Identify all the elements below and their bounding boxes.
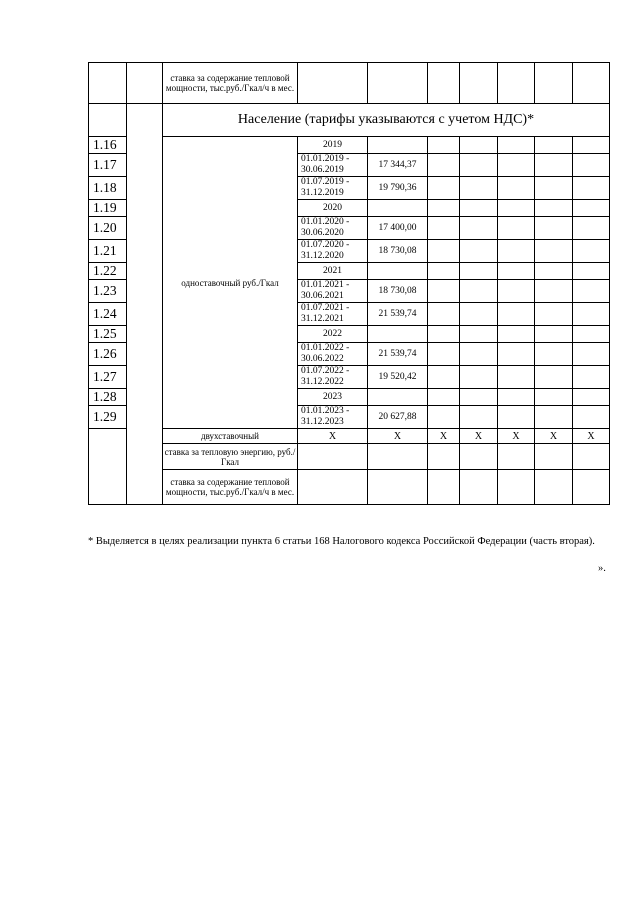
x-mark: Х [368, 429, 428, 444]
tariff-type-label: одноставочный руб./Гкал [163, 137, 298, 429]
year-label: 2020 [298, 200, 368, 217]
row-number: 1.19 [89, 200, 127, 217]
year-label: 2023 [298, 389, 368, 406]
row-number: 1.22 [89, 263, 127, 280]
table-row [89, 470, 610, 505]
row-number: 1.17 [89, 154, 127, 177]
row-number: 1.20 [89, 217, 127, 240]
section-header: Население (тарифы указываются с учетом НДС)* [163, 104, 610, 137]
year-label: 2021 [298, 263, 368, 280]
year-label: 2022 [298, 326, 368, 343]
row-number: 1.26 [89, 343, 127, 366]
tariff-value [368, 263, 428, 280]
row-number: 1.23 [89, 280, 127, 303]
tariff-value [368, 137, 428, 154]
x-mark: Х [298, 429, 368, 444]
table-row [89, 429, 610, 444]
tariff-value: 21 539,74 [368, 303, 428, 326]
energy-rate-label: ставка за тепловую энергию, руб./Гкал [163, 444, 298, 470]
year-label: 2019 [298, 137, 368, 154]
row-number: 1.24 [89, 303, 127, 326]
tariff-value [368, 200, 428, 217]
tariff-table [88, 62, 610, 505]
x-mark: Х [428, 429, 460, 444]
period-label: 01.07.2020 - 31.12.2020 [298, 240, 368, 263]
x-mark: Х [460, 429, 498, 444]
period-label: 01.01.2023 - 31.12.2023 [298, 406, 368, 429]
table-row [89, 444, 610, 470]
period-label: 01.01.2021 - 30.06.2021 [298, 280, 368, 303]
period-label: 01.07.2021 - 31.12.2021 [298, 303, 368, 326]
period-label: 01.01.2020 - 30.06.2020 [298, 217, 368, 240]
footnote: * Выделяется в целях реализации пункта 6 статьи 168 Налогового кодекса Российской Федерации (часть вторая). [88, 536, 595, 547]
tariff-value: 19 520,42 [368, 366, 428, 389]
row-number: 1.27 [89, 366, 127, 389]
row-number: 1.29 [89, 406, 127, 429]
period-label: 01.01.2019 - 30.06.2019 [298, 154, 368, 177]
tariff-value: 18 730,08 [368, 280, 428, 303]
capacity-rate-label: ставка за содержание тепловой мощности, тыс.руб./Гкал/ч в мес. [163, 470, 298, 505]
capacity-rate-label: ставка за содержание тепловой мощности, тыс.руб./Гкал/ч в мес. [163, 63, 298, 104]
tariff-value: 19 790,36 [368, 177, 428, 200]
tariff-value: 18 730,08 [368, 240, 428, 263]
row-number: 1.16 [89, 137, 127, 154]
tariff-value: 17 400,00 [368, 217, 428, 240]
tariff-value: 20 627,88 [368, 406, 428, 429]
row-number: 1.21 [89, 240, 127, 263]
table-row [89, 104, 610, 137]
row-number: 1.18 [89, 177, 127, 200]
x-mark: Х [573, 429, 610, 444]
tariff-value: 17 344,37 [368, 154, 428, 177]
row-number: 1.28 [89, 389, 127, 406]
row-number: 1.25 [89, 326, 127, 343]
period-label: 01.01.2022 - 30.06.2022 [298, 343, 368, 366]
x-mark: Х [498, 429, 535, 444]
tariff-value: 21 539,74 [368, 343, 428, 366]
x-mark: Х [535, 429, 573, 444]
table-row [89, 137, 610, 154]
period-label: 01.07.2022 - 31.12.2022 [298, 366, 368, 389]
closing-quote: ». [598, 563, 606, 574]
tariff-value [368, 389, 428, 406]
table-row [89, 63, 610, 104]
period-label: 01.07.2019 - 31.12.2019 [298, 177, 368, 200]
two-part-label: двухставочный [163, 429, 298, 444]
tariff-value [368, 326, 428, 343]
